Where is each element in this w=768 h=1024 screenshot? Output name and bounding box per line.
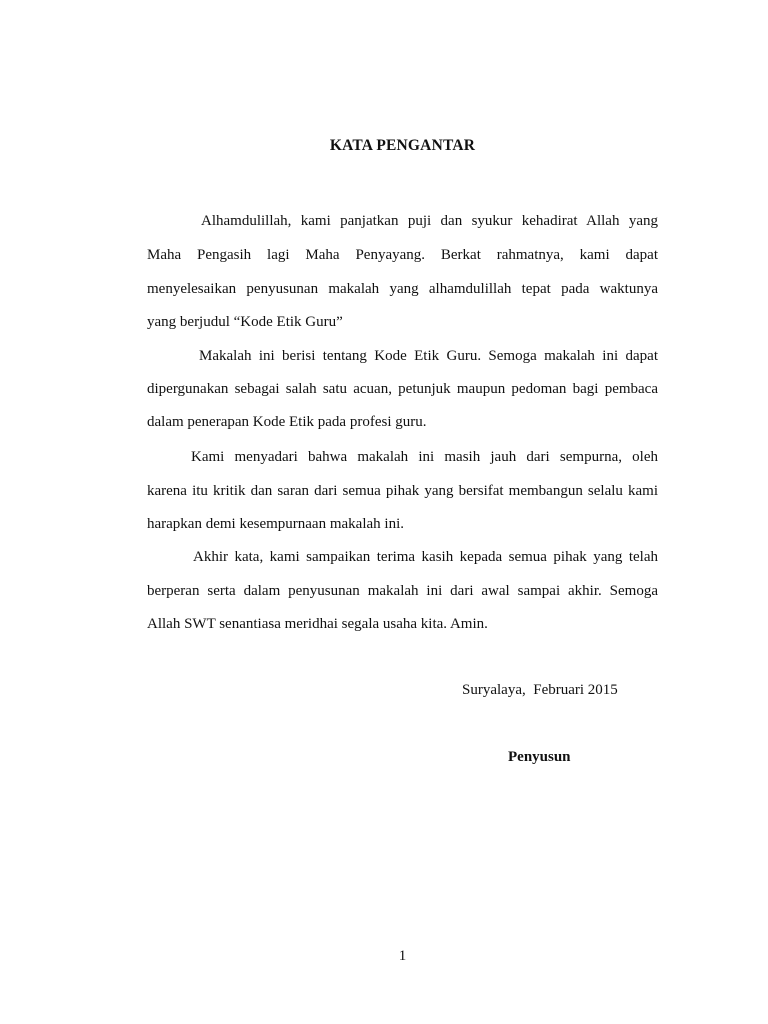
paragraph-1-line-4: yang berjudul “Kode Etik Guru”: [147, 314, 343, 330]
page-title: KATA PENGANTAR: [329, 137, 476, 154]
paragraph-1-line-3: menyelesaikan penyusunan makalah yang alhamdulillah tepat pada waktunya: [147, 281, 658, 297]
place-and-date: Suryalaya, Februari 2015: [462, 682, 618, 698]
paragraph-2-line-1: Makalah ini berisi tentang Kode Etik Guru. Semoga makalah ini dapat: [199, 348, 658, 364]
paragraph-1-line-2: Maha Pengasih lagi Maha Penyayang. Berkat rahmatnya, kami dapat: [147, 247, 658, 263]
paragraph-4-line-2: berperan serta dalam penyusunan makalah ini dari awal sampai akhir. Semoga: [147, 583, 658, 599]
paragraph-4-line-3: Allah SWT senantiasa meridhai segala usaha kita. Amin.: [147, 616, 488, 632]
paragraph-2-line-2: dipergunakan sebagai salah satu acuan, petunjuk maupun pedoman bagi pembaca: [147, 381, 658, 397]
paragraph-3-line-1: Kami menyadari bahwa makalah ini masih jauh dari sempurna, oleh: [191, 449, 658, 465]
paragraph-1-line-1: Alhamdulillah, kami panjatkan puji dan syukur kehadirat Allah yang: [201, 213, 658, 229]
paragraph-3-line-3: harapkan demi kesempurnaan makalah ini.: [147, 516, 404, 532]
page-number: 1: [398, 948, 407, 964]
paragraph-2-line-3: dalam penerapan Kode Etik pada profesi guru.: [147, 414, 427, 430]
paragraph-3-line-2: karena itu kritik dan saran dari semua pihak yang bersifat membangun selalu kami: [147, 483, 658, 499]
signer-name: Penyusun: [508, 749, 571, 765]
paragraph-4-line-1: Akhir kata, kami sampaikan terima kasih kepada semua pihak yang telah: [193, 549, 658, 565]
